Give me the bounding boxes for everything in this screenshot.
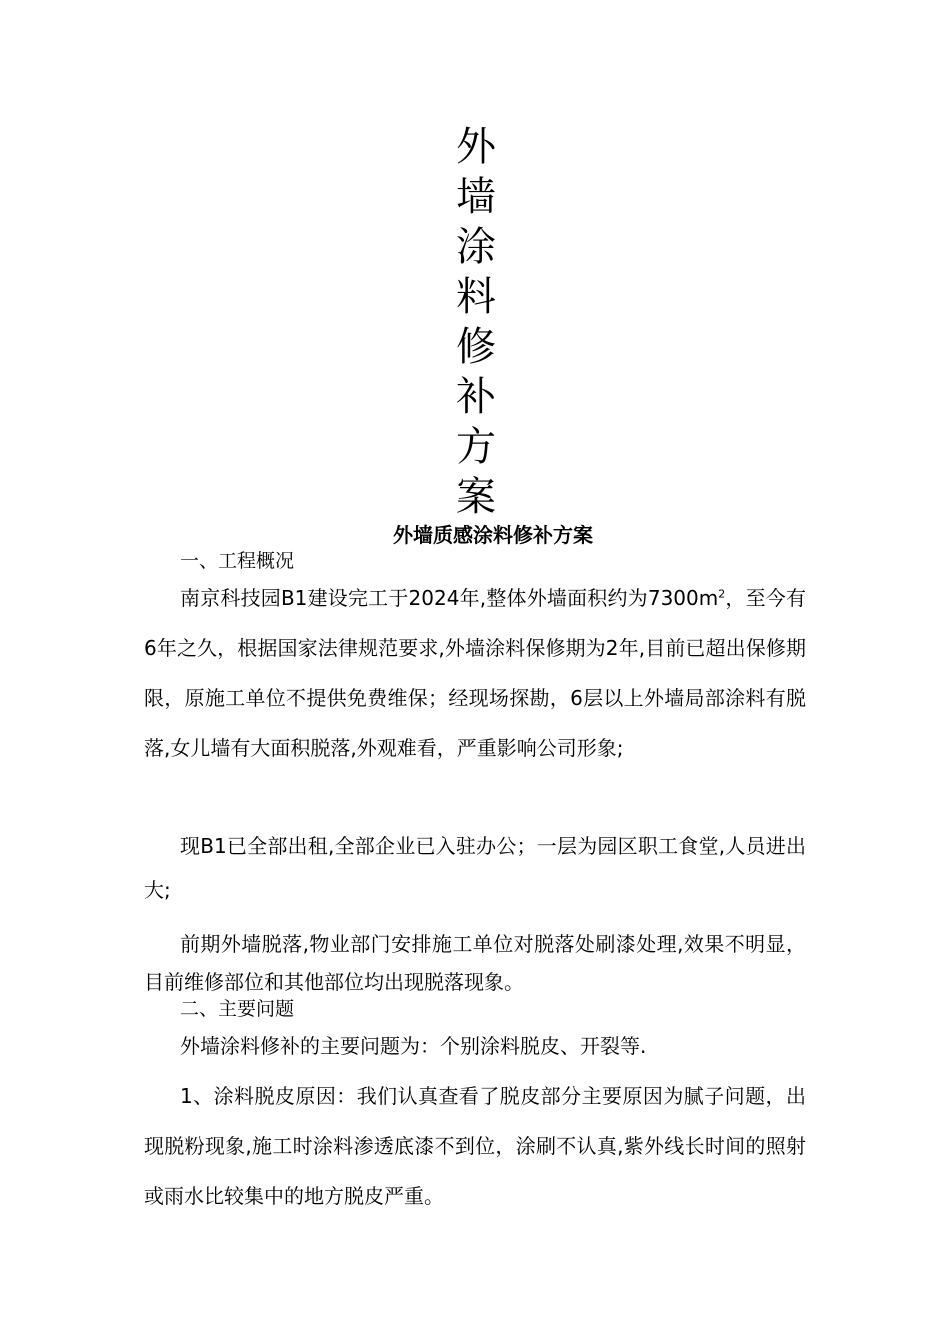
paragraph-overview-1-part-a: 南京科技园B1建设完工于2024年,整体外墙面积约为7300m <box>180 586 719 610</box>
document-subtitle: 外墙质感涂料修补方案 <box>393 523 593 547</box>
cover-title: 外墙涂料修补方案 <box>456 124 496 520</box>
section-heading-overview: 一、工程概况 <box>180 550 295 572</box>
paragraph-overview-1 <box>144 573 806 773</box>
section-heading-problems: 二、主要问题 <box>180 998 295 1020</box>
paragraph-overview-2: 现B1已全部出租,全部企业已入驻办公；一层为园区职工食堂,人员进出大; <box>144 834 806 902</box>
paragraph-overview-1-part-b: ，至今有6年之久，根据国家法律规范要求,外墙涂料保修期为2年,目前已超出保修期限，原施工单位不提供免费维保；经现场探勘，6层以上外墙局部涂料有脱落,女儿墙有大面积脱落,外观难看，严重影响公司形象; <box>144 586 806 760</box>
paragraph-problems-item-1: 1、涂料脱皮原因：我们认真查看了脱皮部分主要原因为腻子问题，出现脱粉现象,施工时涂料渗透底漆不到位，涂刷不认真,紫外线长时间的照射或雨水比较集中的地方脱皮严重。 <box>144 1084 806 1208</box>
paragraph-overview-3: 前期外墙脱落,物业部门安排施工单位对脱落处刷漆处理,效果不明显，目前维修部位和其他部位均出现脱落现象。 <box>144 932 806 994</box>
paragraph-problems-intro: 外墙涂料修补的主要问题为：个别涂料脱皮、开裂等. <box>180 1034 647 1058</box>
superscript-squared: 2 <box>718 587 726 601</box>
